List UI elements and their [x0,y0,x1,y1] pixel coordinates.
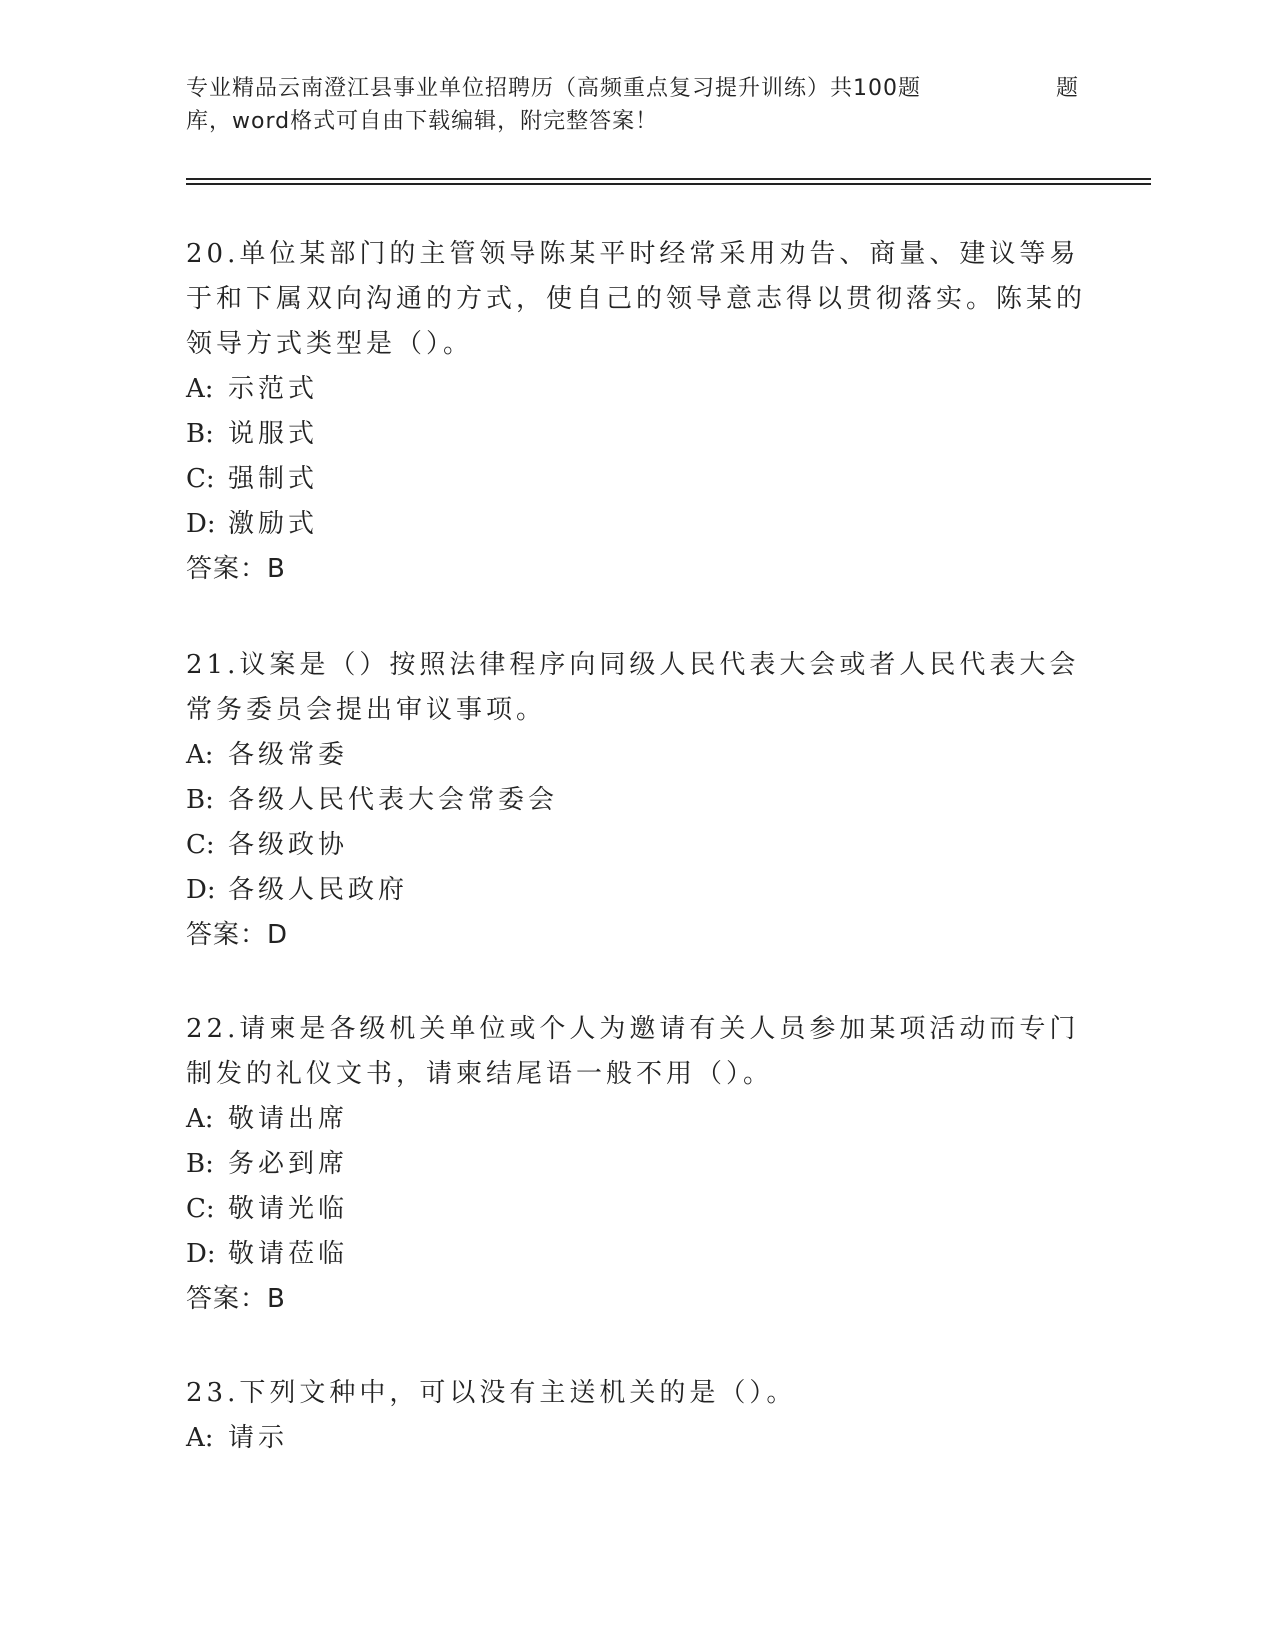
option-text: 敬请莅临 [228,1239,349,1269]
option-c [186,823,1086,868]
option-text: 敬请光临 [228,1194,349,1224]
option-letter: A: [186,1423,214,1453]
option-text: 各级常委 [228,740,349,770]
option-d [186,1232,1086,1277]
option-letter: D: [186,875,216,905]
option-text: 各级人民政府 [228,875,409,905]
option-letter: B: [186,419,214,449]
option-text: 务必到席 [228,1149,349,1179]
option-letter: B: [186,785,214,815]
option-letter: B: [186,1149,214,1179]
option-text: 各级人民代表大会常委会 [228,785,559,815]
option-letter: D: [186,1239,216,1269]
header-line-2: 库，word格式可自由下载编辑，附完整答案！ [186,109,659,134]
option-a [186,367,1086,412]
header-rule-top [186,178,1151,180]
option-b [186,778,1086,823]
option-c [186,1187,1086,1232]
question-21 [186,643,1086,958]
answer: 答案：B [186,554,286,584]
answer: 答案：D [186,920,289,950]
header-rule-bottom [186,183,1151,185]
document-header [186,72,1086,138]
option-letter: C: [186,830,215,860]
option-text: 请示 [228,1423,289,1453]
question-text: 21.议案是（）按照法律程序向同级人民代表大会或者人民代表大会常务委员会提出审议事项。 [186,650,1080,725]
question-20 [186,232,1086,592]
option-c [186,457,1086,502]
option-b [186,1142,1086,1187]
option-text: 各级政协 [228,830,349,860]
question-text: 20.单位某部门的主管领导陈某平时经常采用劝告、商量、建议等易于和下属双向沟通的方式，使自己的领导意志得以贯彻落实。陈某的领导方式类型是（）。 [186,239,1087,359]
option-a [186,1097,1086,1142]
header-title: 专业精品云南澄江县事业单位招聘历（高频重点复习提升训练）共100题 [186,76,921,101]
option-d [186,502,1086,547]
option-a [186,1416,1086,1461]
question-23 [186,1371,1086,1461]
option-text: 激励式 [228,509,319,539]
option-letter: A: [186,374,214,404]
question-text: 23.下列文种中，可以没有主送机关的是（）。 [186,1378,797,1408]
option-text: 强制式 [228,464,319,494]
header-title-trail: 题 [1056,76,1080,101]
option-text: 说服式 [228,419,319,449]
option-letter: D: [186,509,216,539]
option-a [186,733,1086,778]
header-line-1 [186,72,1086,105]
option-text: 示范式 [228,374,319,404]
option-b [186,412,1086,457]
question-text: 22.请柬是各级机关单位或个人为邀请有关人员参加某项活动而专门制发的礼仪文书，请柬结尾语一般不用（）。 [186,1014,1080,1089]
option-d [186,868,1086,913]
option-letter: C: [186,1194,215,1224]
option-letter: C: [186,464,215,494]
option-letter: A: [186,1104,214,1134]
question-22 [186,1007,1086,1322]
option-text: 敬请出席 [228,1104,349,1134]
option-letter: A: [186,740,214,770]
answer: 答案：B [186,1284,286,1314]
